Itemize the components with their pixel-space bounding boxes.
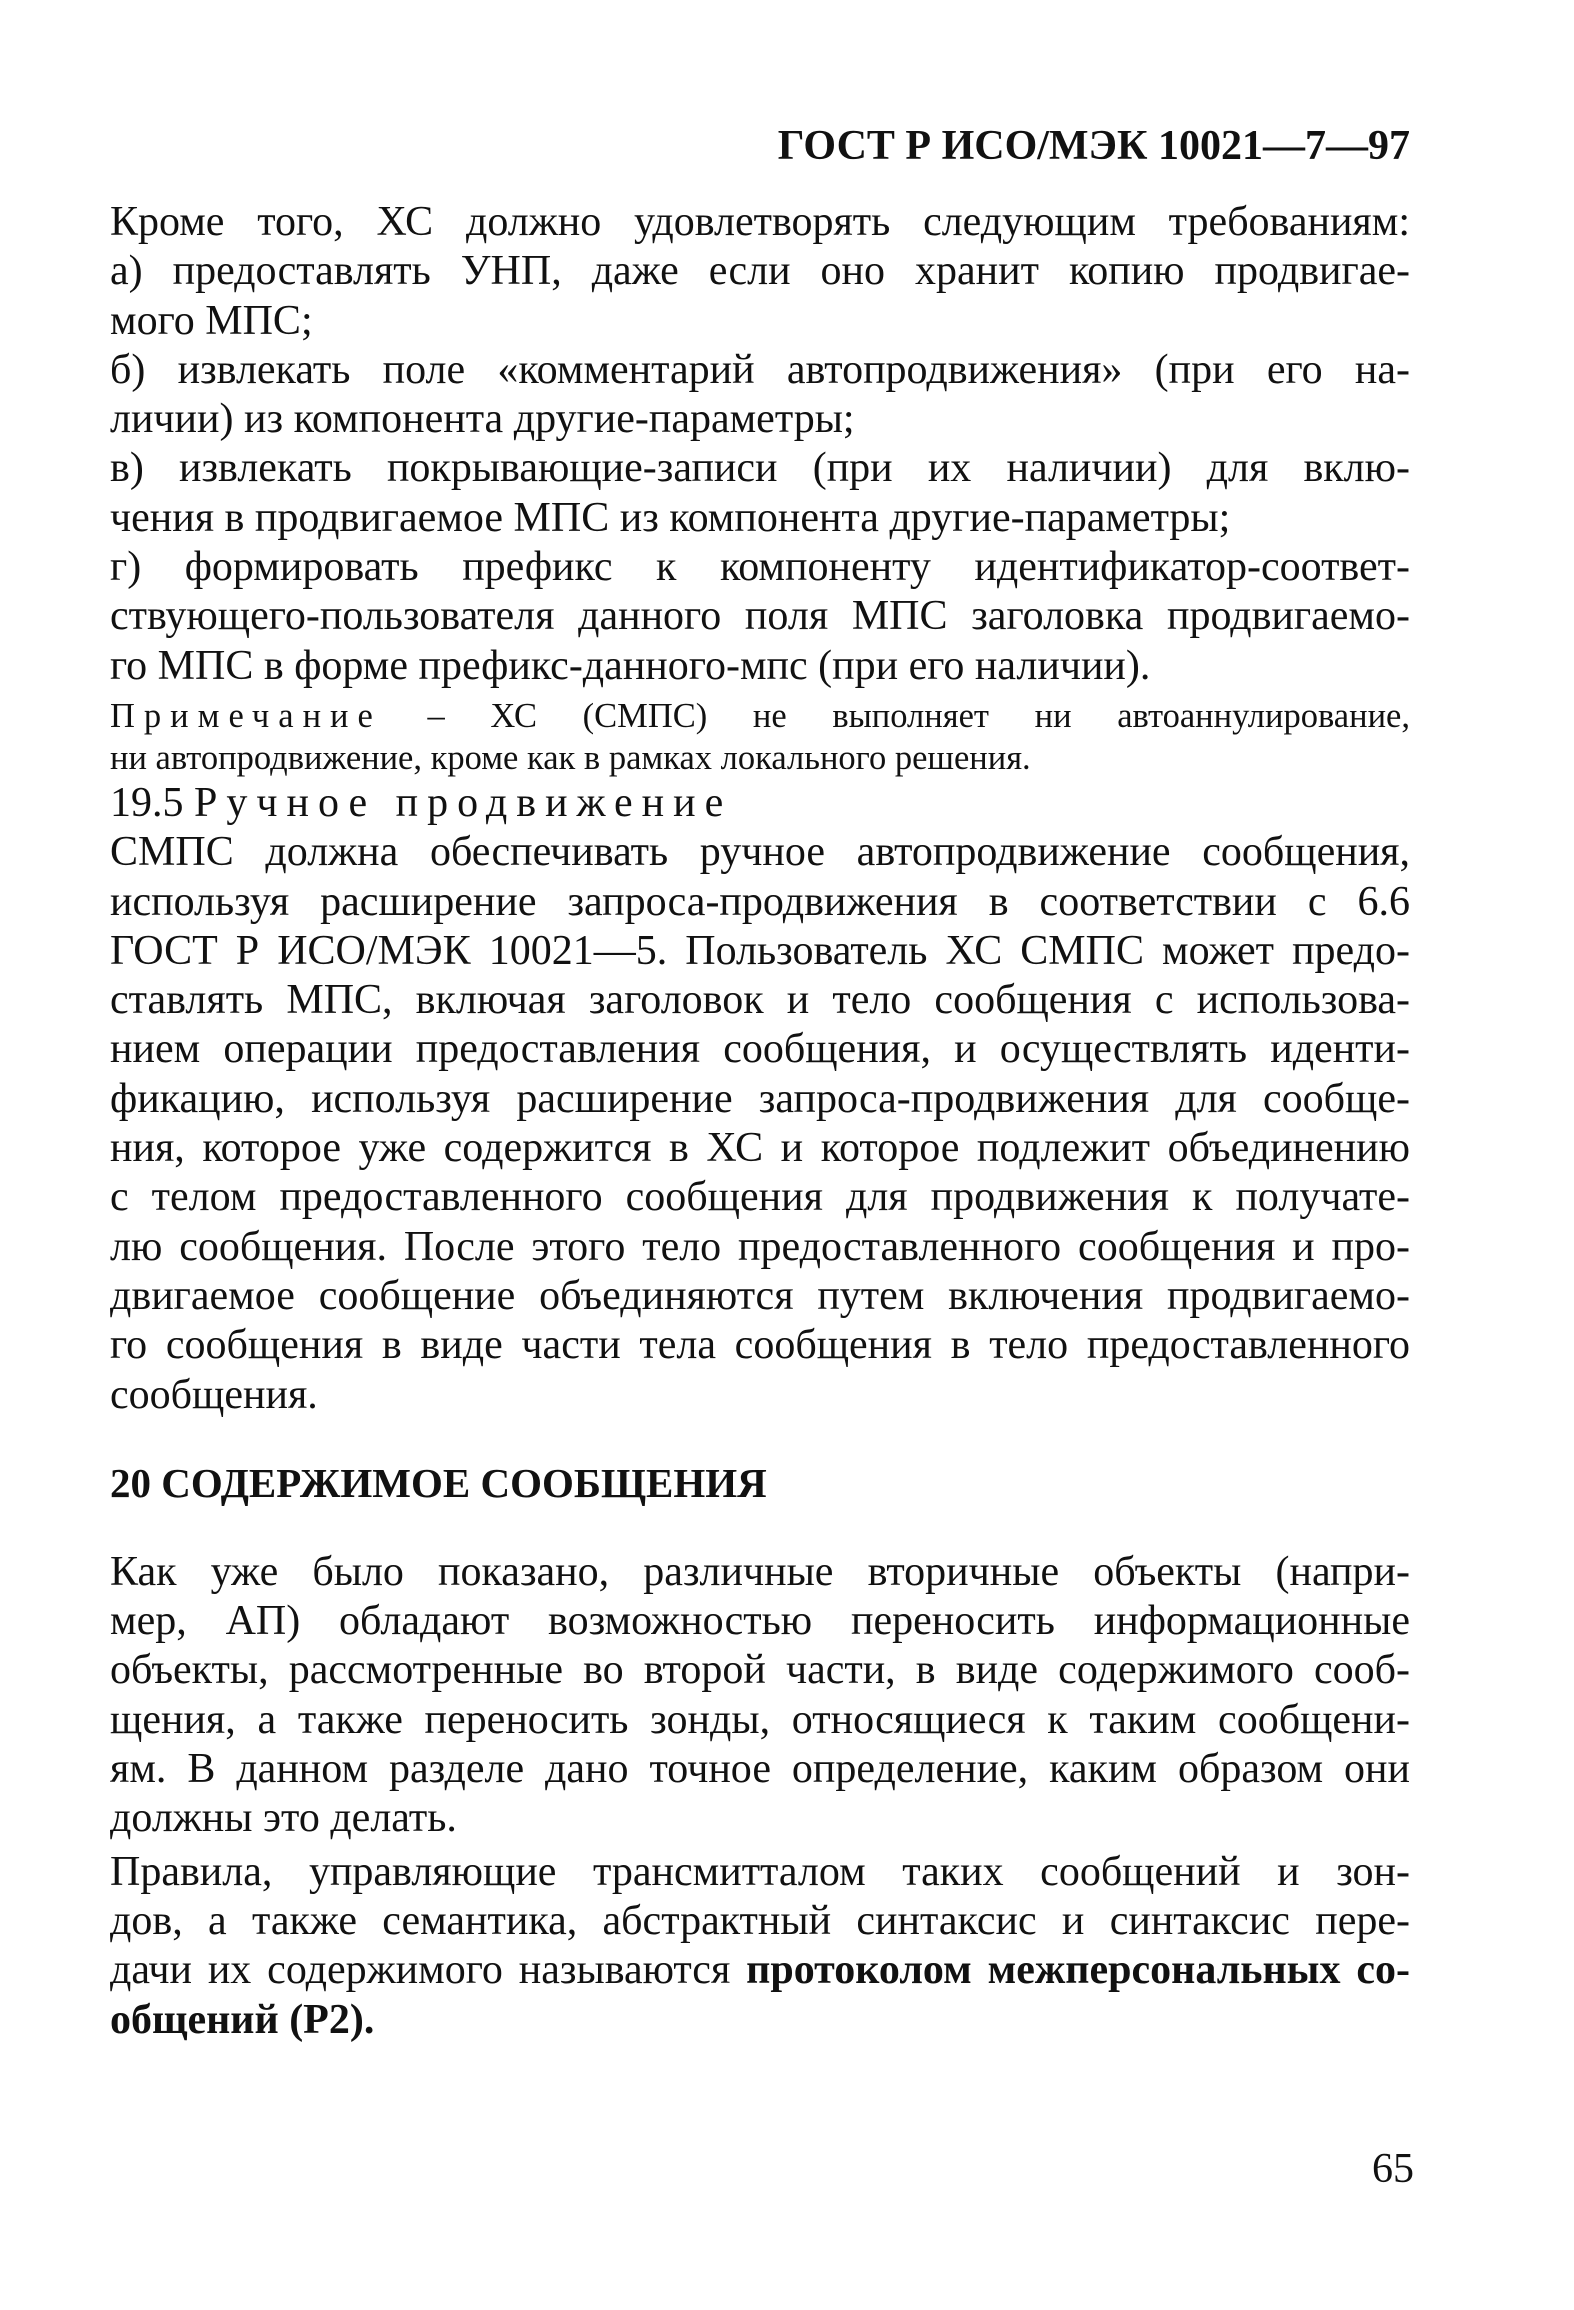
s20-p1-line-2: мер, АП) обладают возможностью переносить информационные	[110, 1598, 1410, 1645]
intro-line: Кроме того, ХС должно удовлетворять следующим требованиям:	[110, 199, 1410, 245]
manual-line-11: го сообщения в виде части тела сообщения в тело предоставленного	[110, 1322, 1410, 1369]
requirements-block	[110, 198, 1410, 691]
s20-p2-line-1: Правила, управляющие трансмитталом таких сообщений и зон-	[110, 1848, 1410, 1895]
s20-p2-line-3-plain: дачи их содержимого называются	[110, 1947, 747, 1994]
item-b-line-2: личии) из компонента другие-параметры;	[110, 396, 855, 443]
s20-p2-line-4: общений (Р2).	[110, 1996, 375, 2043]
document-header: ГОСТ Р ИСО/МЭК 10021—7—97	[777, 123, 1410, 169]
subsection-title-line	[110, 779, 1410, 828]
item-a-line-1: а) предоставлять УНП, даже если оно хранит копию продвигае-	[110, 248, 1410, 295]
s20-p1-line-4: щения, а также переносить зонды, относящиеся к таким сообщени-	[110, 1696, 1410, 1743]
subsection-title: Ручное продвижение	[194, 779, 733, 826]
manual-line-12: сообщения.	[110, 1371, 318, 1418]
note-block	[110, 695, 1410, 779]
manual-line-2: используя расширение запроса-продвижения в соответствии с 6.6	[110, 878, 1410, 925]
s20-p1-line-3: объекты, рассмотренные во второй части, в виде содержимого сооб-	[110, 1647, 1410, 1694]
s20-p2-line-3-bold: протоколом межперсональных со-	[746, 1947, 1410, 1994]
item-d-line-2: ствующего-пользователя данного поля МПС заголовка продвигаемо-	[110, 593, 1410, 640]
note-line-2: ни автопродвижение, кроме как в рамках локального решения.	[110, 738, 1031, 777]
s20-p1-line-5: ям. В данном разделе дано точное определение, каким образом они	[110, 1746, 1410, 1793]
manual-line-5: нием операции предоставления сообщения, и осуществлять иденти-	[110, 1026, 1410, 1073]
document-page	[110, 120, 1410, 2045]
s20-p1-line-1: Как уже было показано, различные вторичные объекты (напри-	[110, 1548, 1410, 1595]
page-number: 65	[1372, 2146, 1414, 2192]
subsection-number: 19.5	[110, 779, 184, 826]
item-c-line-2: чения в продвигаемое МПС из компонента другие-параметры;	[110, 494, 1231, 541]
subsection-19-5	[110, 779, 1410, 1420]
s20-p1-line-6: должны это делать.	[110, 1795, 457, 1842]
manual-line-1: СМПС должна обеспечивать ручное автопродвижение сообщения,	[110, 829, 1410, 876]
item-d-line-3: го МПС в форме префикс-данного-мпс (при его наличии).	[110, 642, 1151, 689]
manual-line-3: ГОСТ Р ИСО/МЭК 10021—5. Пользователь ХС СМПС может предо-	[110, 927, 1410, 974]
s20-p2-line-2: дов, а также семантика, абстрактный синтаксис и синтаксис пере-	[110, 1897, 1410, 1944]
manual-line-7: ния, которое уже содержится в ХС и которое подлежит объединению	[110, 1125, 1410, 1172]
item-b-line-1: б) извлекать поле «комментарий автопродвижения» (при его на-	[110, 346, 1410, 393]
s20-p2-line-3	[110, 1946, 1410, 1995]
section-20-heading: 20 СОДЕРЖИМОЕ СООБЩЕНИЯ	[110, 1459, 767, 1506]
manual-line-10: двигаемое сообщение объединяются путем включения продвигаемо-	[110, 1272, 1410, 1319]
note-label: Примечание	[110, 696, 382, 735]
section-20-paragraph-1	[110, 1548, 1410, 1844]
section-20-paragraph-2	[110, 1848, 1410, 2045]
note-text-1: – ХС (СМПС) не выполняет ни автоаннулирование,	[381, 696, 1410, 735]
manual-line-6: фикацию, используя расширение запроса-продвижения для сообще-	[110, 1075, 1410, 1122]
item-c-line-1: в) извлекать покрывающие-записи (при их наличии) для вклю-	[110, 445, 1410, 492]
manual-line-9: лю сообщения. После этого тело предоставленного сообщения и про-	[110, 1223, 1410, 1270]
manual-line-8: с телом предоставленного сообщения для продвижения к получате-	[110, 1174, 1410, 1221]
note-line-1	[110, 695, 1410, 737]
manual-line-4: ставлять МПС, включая заголовок и тело сообщения с использова-	[110, 977, 1410, 1024]
item-d-line-1: г) формировать префикс к компоненту идентификатор-соответ-	[110, 544, 1410, 591]
item-a-line-2: мого МПС;	[110, 297, 313, 344]
